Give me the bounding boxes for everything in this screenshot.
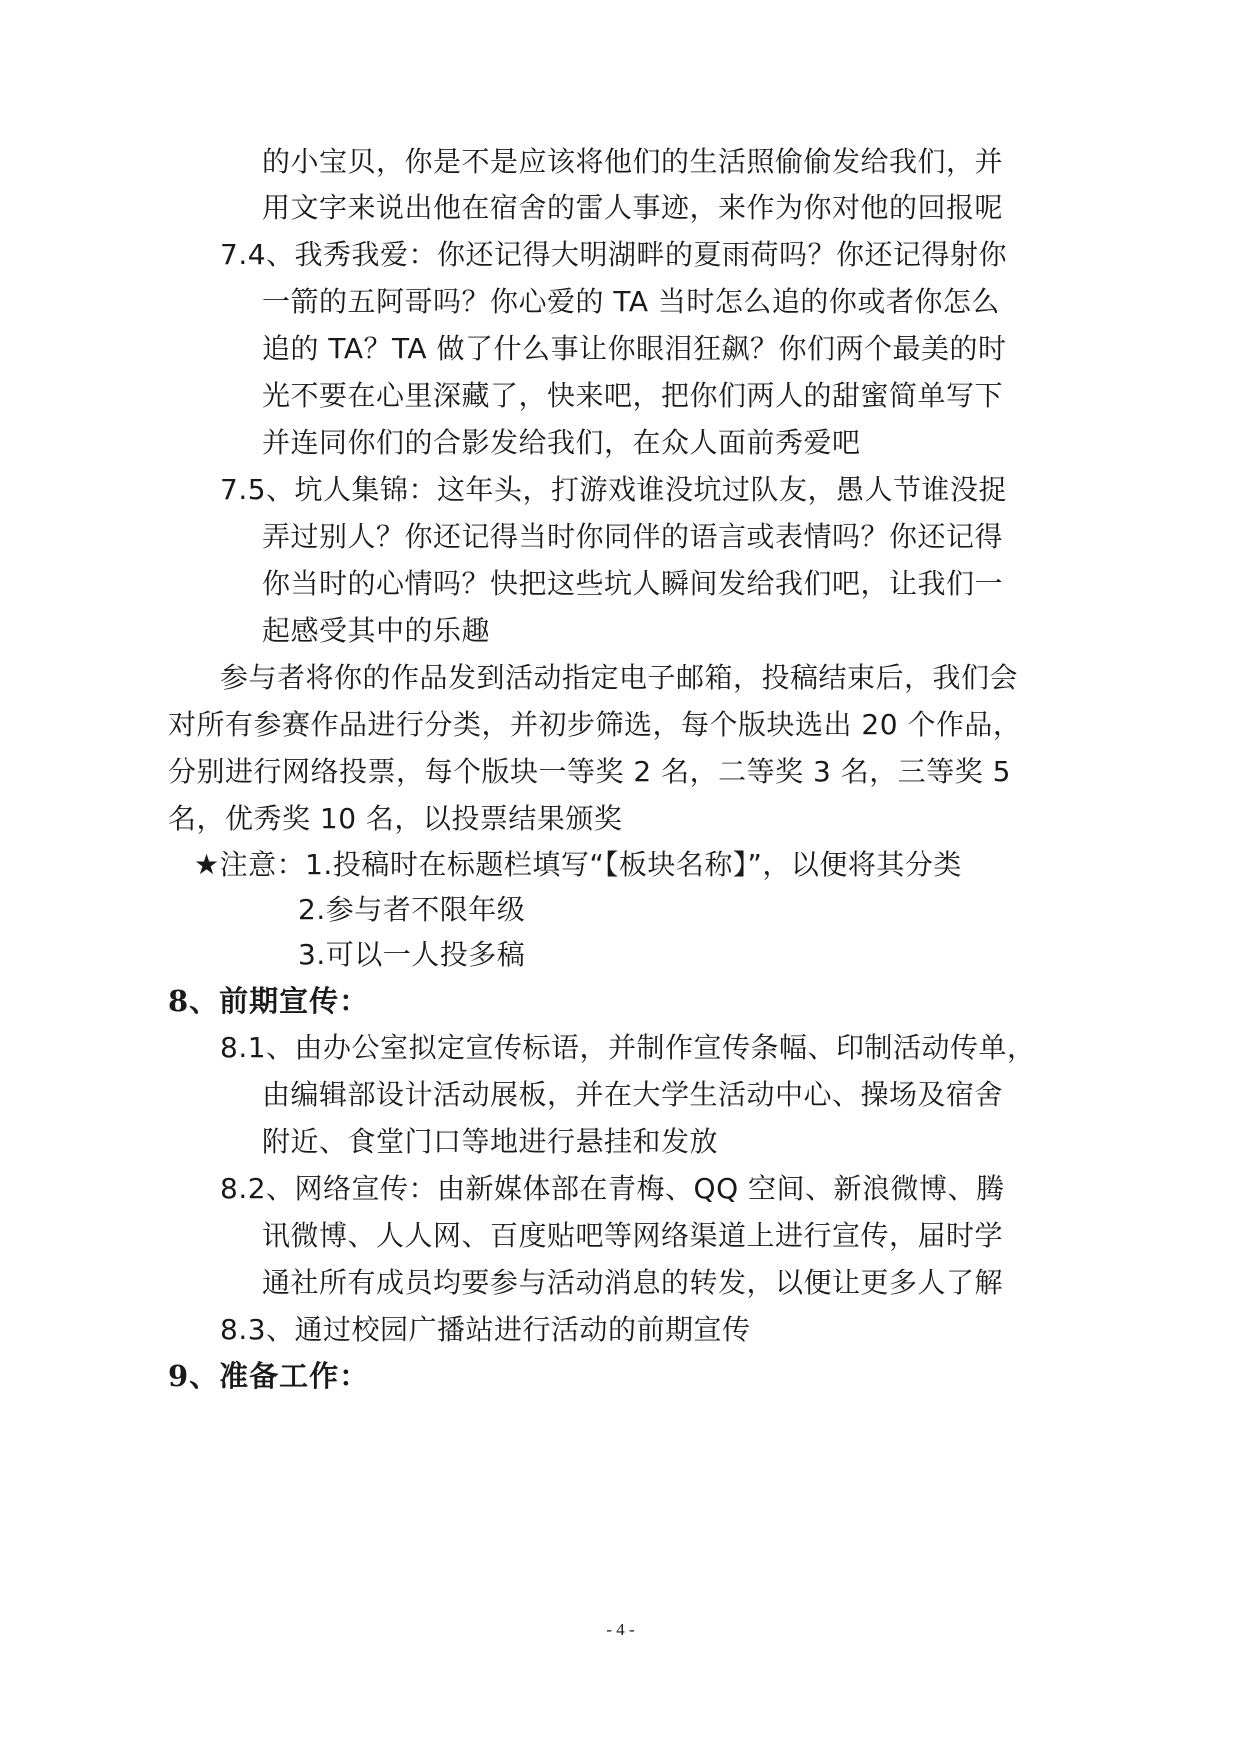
item-8-1-line-2: 由编辑部设计活动展板，并在大学生活动中心、操场及宿舍 [262, 1078, 1004, 1111]
item-7-4-line-2: 一箭的五阿哥吗？你心爱的 TA 当时怎么追的你或者你怎么 [262, 285, 1000, 318]
note-3: 3.可以一人投多稿 [298, 938, 526, 971]
item-7-4-line-5: 并连同你们的合影发给我们，在众人面前秀爱吧 [262, 426, 861, 459]
section-8-heading: 8、前期宣传： [168, 984, 370, 1018]
item-8-2-line-3: 通社所有成员均要参与活动消息的转发，以便让更多人了解 [262, 1266, 1004, 1299]
item-8-2-line-1: 8.2、网络宣传：由新媒体部在青梅、QQ 空间、新浪微博、腾 [220, 1172, 1005, 1205]
item-7-4-line-1: 7.4、我秀我爱：你还记得大明湖畔的夏雨荷吗？你还记得射你 [220, 238, 1008, 271]
note-1: ★注意：1.投稿时在标题栏填写“【板块名称】”，以便将其分类 [194, 848, 962, 881]
item-7-5-line-3: 你当时的心情吗？快把这些坑人瞬间发给我们吧，让我们一 [262, 567, 1004, 600]
note-2: 2.参与者不限年级 [298, 893, 526, 926]
section-9-heading: 9、准备工作： [168, 1359, 370, 1393]
item-7-3-line-2: 用文字来说出他在宿舍的雷人事迹，来作为你对他的回报呢 [262, 191, 1004, 224]
submission-paragraph-line-4: 名，优秀奖 10 名，以投票结果颁奖 [168, 802, 623, 835]
item-7-4-line-4: 光不要在心里深藏了，快来吧，把你们两人的甜蜜简单写下 [262, 379, 1004, 412]
item-8-2-line-2: 讯微博、人人网、百度贴吧等网络渠道上进行宣传，届时学 [262, 1219, 1004, 1252]
item-7-5-line-4: 起感受其中的乐趣 [262, 614, 491, 647]
submission-paragraph-line-1: 参与者将你的作品发到活动指定电子邮箱，投稿结束后，我们会 [220, 661, 1019, 694]
item-7-5-line-2: 弄过别人？你还记得当时你同伴的语言或表情吗？你还记得 [262, 520, 1004, 553]
item-7-3-line-1: 的小宝贝，你是不是应该将他们的生活照偷偷发给我们，并 [262, 145, 1004, 178]
item-7-4-line-3: 追的 TA？TA 做了什么事让你眼泪狂飙？你们两个最美的时 [262, 332, 1007, 365]
page-number: - 4 - [606, 1620, 635, 1639]
item-7-5-line-1: 7.5、坑人集锦：这年头，打游戏谁没坑过队友，愚人节谁没捉 [220, 473, 1008, 506]
item-8-1-line-1: 8.1、由办公室拟定宣传标语，并制作宣传条幅、印制活动传单， [220, 1031, 1036, 1064]
item-8-1-line-3: 附近、食堂门口等地进行悬挂和发放 [262, 1125, 719, 1158]
item-8-3-line-1: 8.3、通过校园广播站进行活动的前期宣传 [220, 1313, 751, 1346]
submission-paragraph-line-3: 分别进行网络投票，每个版块一等奖 2 名，二等奖 3 名，三等奖 5 [168, 755, 1011, 788]
submission-paragraph-line-2: 对所有参赛作品进行分类，并初步筛选，每个版块选出 20 个作品， [168, 708, 1022, 741]
